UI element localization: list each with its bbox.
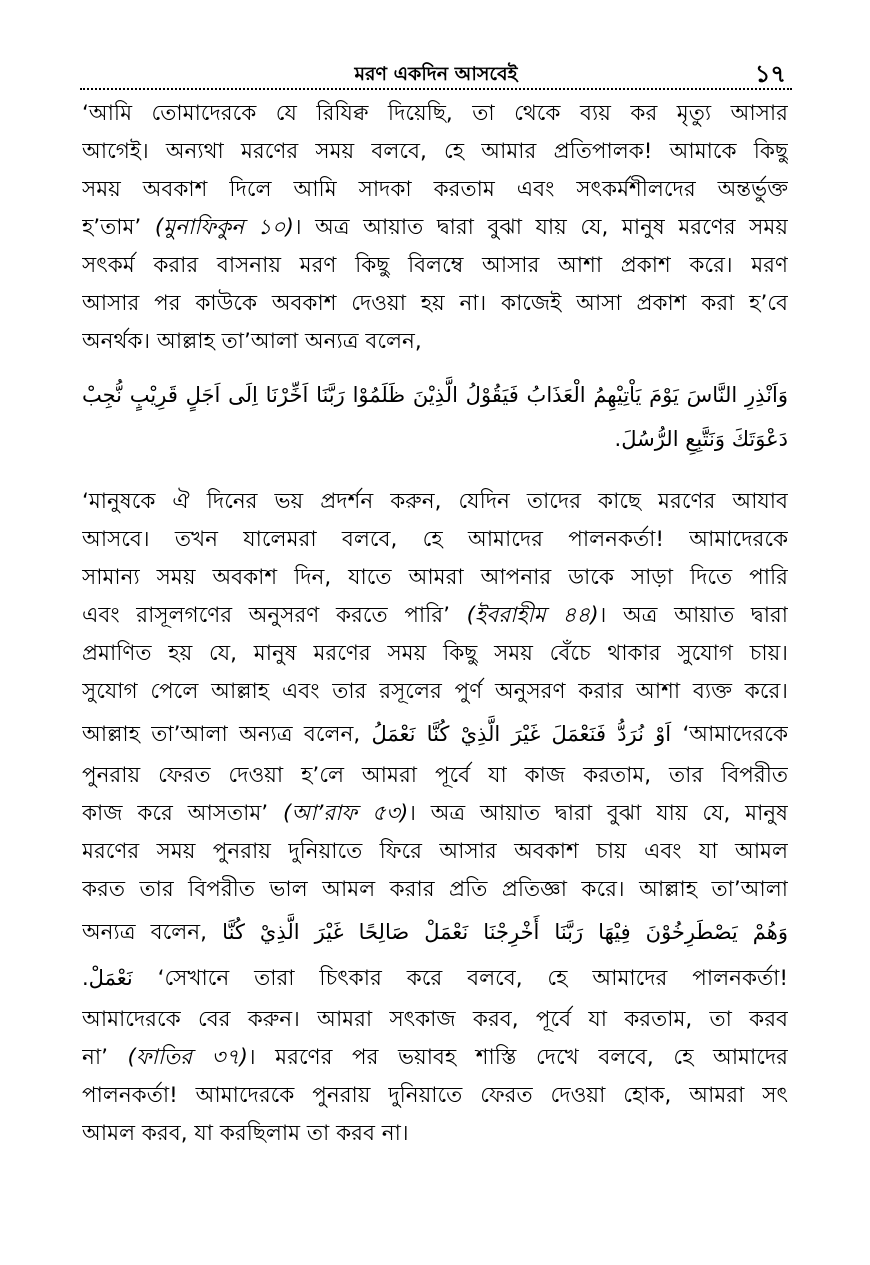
text-span: । অত্র আয়াত দ্বারা	[598, 603, 788, 628]
arabic-inline: اَوْ نُرَدُّ فَنَعْمَلَ غَيْرَ الَّذِيْ كُنَّا نَعْمَلُ	[371, 722, 672, 746]
text-span: ‘সেখানে তারা চিৎকার করে বলবে, হে আমাদের পালনকর্তা!	[132, 966, 788, 991]
text-line: সময় অবকাশ দিলে আমি সাদকা করতাম এবং সৎকর্মশীলদের অন্তর্ভুক্ত	[82, 177, 788, 202]
citation: (ফাতির ৩৭)	[127, 1045, 248, 1070]
text-line: ‘মানুষকে ঐ দিনের ভয় প্রদর্শন করুন, যেদিন তাদের কাছে মরণের আযাব	[82, 489, 788, 514]
text-line: করত তার বিপরীত ভাল আমল করার প্রতি প্রতিজ্ঞা করে। আল্লাহ তা’আলা	[82, 877, 788, 902]
text-line: পালনকর্তা! আমাদেরকে পুনরায় দুনিয়াতে ফেরত দেওয়া হোক, আমরা সৎ	[82, 1083, 788, 1108]
arabic-verse-line: وَاَنْذِرِ النَّاسَ يَوْمَ يَاْتِيْهِمُ الْعَذَابُ فَيَقُوْلُ الَّذِيْنَ ظَلَمُوْا رَبَّنَا اَخِّرْنَا اِلَى اَجَلٍ قَرِيْبٍ نُّجِبْ	[82, 383, 788, 407]
citation: (ইবরাহীম ৪৪)	[466, 603, 599, 628]
text-line: আসার পর কাউকে অবকাশ দেওয়া হয় না। কাজেই আসা প্রকাশ করা হ’বে	[82, 291, 788, 316]
text-span: আল্লাহ তা’আলা অন্যত্র বলেন,	[82, 722, 372, 747]
text-span: কাজ করে আসতাম’	[82, 801, 283, 826]
text-line: সুযোগ পেলে আল্লাহ এবং তার রসূলের পুর্ণ অনুসরণ করার আশা ব্যক্ত করে।	[82, 679, 788, 704]
running-title: মরণ একদিন আসবেই	[354, 63, 518, 85]
text-line: সামান্য সময় অবকাশ দিন, যাতে আমরা আপনার ডাকে সাড়া দিতে পারি	[82, 565, 788, 590]
text-line: ‘আমি তোমাদেরকে যে রিযিক্ব দিয়েছি, তা থেকে ব্যয় কর মৃত্যু আসার	[82, 101, 788, 126]
text-line	[82, 795, 788, 833]
text-line: আগেই। অন্যথা মরণের সময় বলবে, হে আমার প্রতিপালক! আমাকে কিছু	[82, 139, 788, 164]
page-number: ১৭	[754, 60, 786, 88]
arabic-inline: نَعْمَلْ.	[82, 966, 133, 990]
text-span: এবং রাসূলগণের অনুসরণ করতে পারি’	[82, 603, 467, 628]
text-line	[82, 1039, 788, 1077]
text-line	[82, 711, 788, 757]
text-line	[82, 597, 788, 635]
text-line	[82, 209, 788, 247]
text-line: আমল করব, যা করছিলাম তা করব না।	[82, 1121, 409, 1146]
text-line: আসবে। তখন যালেমরা বলবে, হে আমাদের পালনকর্তা! আমাদেরকে	[82, 527, 788, 552]
text-line: প্রমাণিত হয় যে, মানুষ মরণের সময় কিছু সময় বেঁচে থাকার সুযোগ চায়।	[82, 641, 788, 666]
arabic-verse-line: دَعْوَتَكَ وَنَتَّبِعِ الرُّسُلَ.	[614, 427, 788, 451]
text-line: পুনরায় ফেরত দেওয়া হ’লে আমরা পূর্বে যা কাজ করতাম, তার বিপরীত	[82, 763, 788, 788]
text-line: আমাদেরকে বের করুন। আমরা সৎকাজ করব, পূর্বে যা করতাম, তা করব	[82, 1007, 788, 1032]
text-span: ‘আমাদেরকে	[671, 722, 788, 747]
text-line	[82, 955, 788, 1001]
citation: (মুনাফিকুন ১০)	[154, 215, 294, 240]
arabic-inline: وَهُمْ يَصْطَرِخُوْنَ فِيْهَا رَبَّنَا أَخْرِجْنَا نَعْمَلْ صَالِحًا غَيْرَ الَّذِيْ كُنَّا	[222, 920, 788, 944]
header-dotted-rule	[80, 88, 792, 90]
text-line	[82, 909, 788, 955]
text-span: অন্যত্র বলেন,	[82, 920, 223, 945]
text-span: । মরণের পর ভয়াবহ শাস্তি দেখে বলবে, হে আমাদের	[247, 1045, 788, 1070]
text-span: । অত্র আয়াত দ্বারা বুঝা যায় যে, মানুষ মরণের সময়	[293, 215, 788, 240]
text-span: । অত্র আয়াত দ্বারা বুঝা যায় যে, মানুষ	[408, 801, 788, 826]
text-line: মরণের সময় পুনরায় দুনিয়াতে ফিরে আসার অবকাশ চায় এবং যা আমল	[82, 839, 788, 864]
text-span: না’	[82, 1045, 128, 1070]
citation: (আ’রাফ ৫৩)	[282, 801, 409, 826]
page-body	[82, 95, 788, 1153]
text-span: হ’তাম’	[82, 215, 155, 240]
text-line: অনর্থক। আল্লাহ তা’আলা অন্যত্র বলেন,	[82, 329, 422, 354]
page-header	[80, 52, 792, 92]
text-line: সৎকর্ম করার বাসনায় মরণ কিছু বিলম্বে আসার আশা প্রকাশ করে। মরণ	[82, 253, 788, 278]
